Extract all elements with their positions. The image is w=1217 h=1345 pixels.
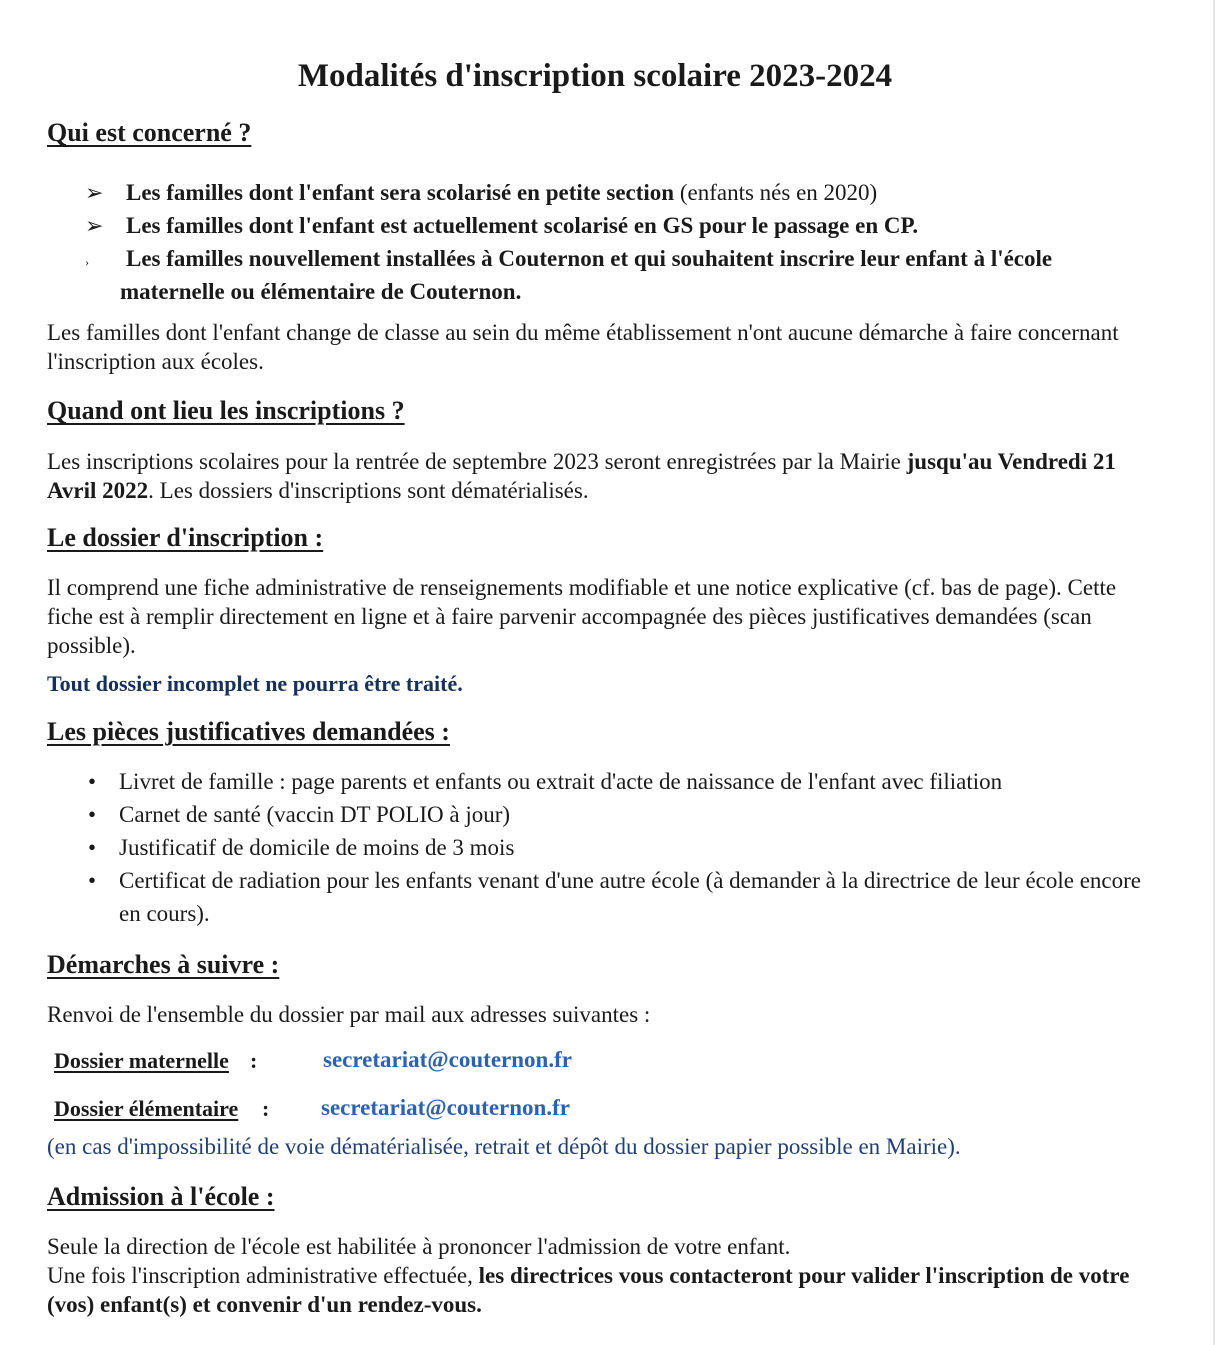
admission-text-part: Une fois l'inscription administrative effectuée, (47, 1263, 479, 1288)
label-text: Dossier maternelle (54, 1048, 229, 1073)
list-item-text: Carnet de santé (vaccin DT POLIO à jour) (119, 802, 511, 827)
heading-admission: Admission à l'école : (47, 1182, 275, 1211)
dot-bullet-icon: • (88, 835, 97, 860)
label-colon: : (262, 1096, 270, 1121)
dot-bullet-icon: • (88, 802, 97, 827)
quand-text-part: . Les dossiers d'inscriptions sont dématérialisés. (148, 478, 589, 503)
bullet-normal-text: (enfants nés en 2020) (674, 180, 878, 205)
bullet-bold-text: Les familles dont l'enfant sera scolarisé en petite section (126, 180, 675, 205)
arrow-bullet-icon: ➢ (85, 213, 104, 238)
email-link-elementaire[interactable]: secretariat@couternon.fr (321, 1095, 570, 1120)
small-arrow-bullet-icon: › (85, 255, 89, 269)
list-item-text: Justificatif de domicile de moins de 3 mois (119, 835, 515, 860)
dossier-elementaire-label (54, 1096, 238, 1122)
list-item-text: Certificat de radiation pour les enfants venant d'une autre école (à demander à la directrice de leur école encore en cours). (119, 868, 1142, 926)
heading-demarches: Démarches à suivre : (47, 950, 280, 979)
demarches-intro: Renvoi de l'ensemble du dossier par mail aux adresses suivantes : (47, 1002, 651, 1027)
demarches-note: (en cas d'impossibilité de voie dématérialisée, retrait et dépôt du dossier papier possible en Mairie). (47, 1134, 961, 1159)
dossier-warning: Tout dossier incomplet ne pourra être traité. (47, 671, 463, 696)
document-title: Modalités d'inscription scolaire 2023-2024 (297, 58, 893, 94)
admission-line2 (47, 1261, 1157, 1319)
heading-concerne: Qui est concerné ? (47, 118, 252, 147)
dossier-text: Il comprend une fiche administrative de renseignements modifiable et une notice explicative (cf. bas de page). Cette fiche est à remplir directement en ligne et à faire parvenir accompagnée des pièces justificatives demandées (scan possible). (47, 575, 1117, 658)
quand-deadline: jusqu'au Vendredi 21 Avril 2022 (47, 449, 1116, 503)
quand-text-part: Les inscriptions scolaires pour la rentrée de septembre 2023 seront enregistrées par la Mairie (47, 449, 907, 474)
page-edge (1213, 0, 1215, 1345)
label-colon: : (250, 1048, 258, 1073)
heading-pieces: Les pièces justificatives demandées : (47, 717, 450, 746)
bullet-bold-text: Les familles nouvellement installées à Couternon et qui souhaitent inscrire leur enfant à l'école maternelle ou élémentaire de Couternon. (120, 246, 1053, 304)
dot-bullet-icon: • (88, 769, 97, 794)
quand-text (47, 447, 1157, 505)
dossier-maternelle-label (54, 1048, 229, 1074)
heading-dossier: Le dossier d'inscription : (47, 523, 324, 552)
bullet-bold-text: Les familles dont l'enfant est actuellement scolarisé en GS pour le passage en CP. (126, 213, 919, 238)
list-item-text: Livret de famille : page parents et enfants ou extrait d'acte de naissance de l'enfant avec filiation (119, 769, 1003, 794)
label-text: Dossier élémentaire (54, 1096, 239, 1121)
concerne-note: Les familles dont l'enfant change de classe au sein du même établissement n'ont aucune démarche à faire concernant l'inscription aux écoles. (47, 320, 1119, 374)
arrow-bullet-icon: ➢ (85, 180, 104, 205)
admission-bold-text: les directrices vous contacteront pour valider l'inscription de votre (vos) enfant(s) et convenir d'un rendez-vous. (47, 1263, 1130, 1317)
dot-bullet-icon: • (88, 868, 97, 893)
admission-line1: Seule la direction de l'école est habilitée à prononcer l'admission de votre enfant. (47, 1234, 791, 1259)
heading-quand: Quand ont lieu les inscriptions ? (47, 396, 405, 425)
email-link-maternelle[interactable]: secretariat@couternon.fr (323, 1047, 572, 1072)
